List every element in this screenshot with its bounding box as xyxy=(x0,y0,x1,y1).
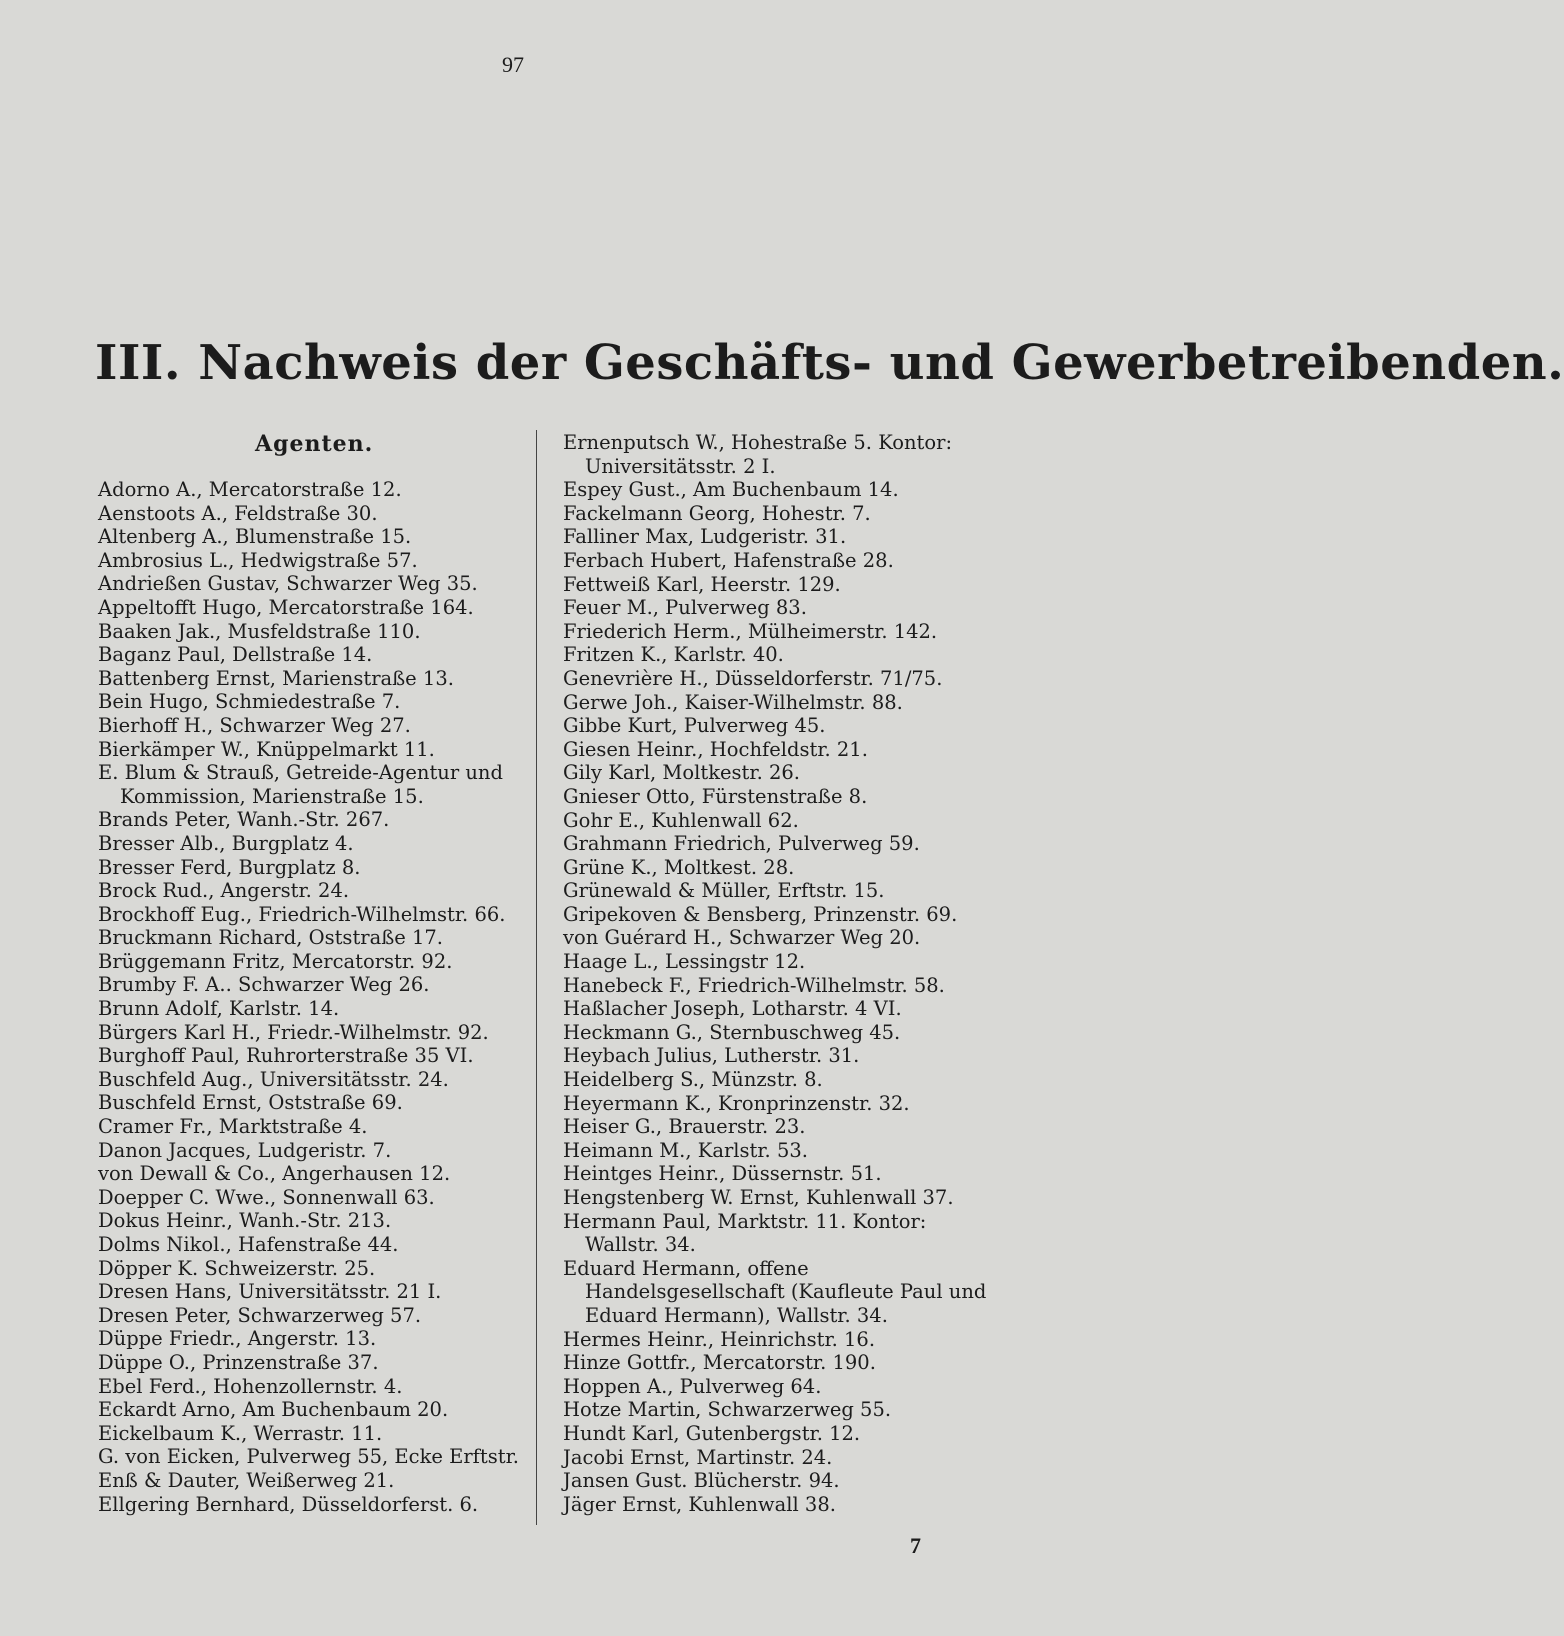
directory-entry: von Dewall & Co., Angerhausen 12. xyxy=(98,1162,451,1186)
directory-entry: Espey Gust., Am Buchenbaum 14. xyxy=(563,478,899,502)
directory-entry: Eckardt Arno, Am Buchenbaum 20. xyxy=(98,1398,449,1422)
page-number: 97 xyxy=(502,52,524,77)
directory-entry: Gnieser Otto, Fürstenstraße 8. xyxy=(563,784,868,808)
directory-entry: Heckmann G., Sternbuschweg 45. xyxy=(563,1020,901,1044)
directory-entry: Andrießen Gustav, Schwarzer Weg 35. xyxy=(98,572,478,596)
directory-entry: Burghoff Paul, Ruhrorterstraße 35 VI. xyxy=(98,1044,474,1068)
directory-entry: Dolms Nikol., Hafenstraße 44. xyxy=(98,1233,399,1256)
directory-entry: Bresser Alb., Burgplatz 4. xyxy=(98,831,354,855)
directory-entry: Bierhoff H., Schwarzer Weg 27. xyxy=(98,713,411,737)
directory-entry: von Guérard H., Schwarzer Weg 20. xyxy=(563,926,921,950)
signature-mark: 7 xyxy=(910,1533,921,1558)
directory-entry: Bürgers Karl H., Friedr.-Wilhelmstr. 92. xyxy=(98,1020,489,1044)
directory-entry: Gerwe Joh., Kaiser-Wilhelmstr. 88. xyxy=(563,690,903,714)
directory-entry: G. von Eicken, Pulverweg 55, Ecke Erftstr. xyxy=(98,1445,519,1469)
directory-entry: Appeltofft Hugo, Mercatorstraße 164. xyxy=(98,595,474,619)
section-title: III. Nachweis der Geschäfts- und Gewerbetreibenden. xyxy=(95,335,1564,391)
directory-entry: Döpper K. Schweizerstr. 25. xyxy=(98,1256,376,1280)
directory-entry: Baaken Jak., Musfeldstraße 110. xyxy=(98,619,421,643)
directory-entry: Baganz Paul, Dellstraße 14. xyxy=(98,643,373,667)
directory-entry: Bruckmann Richard, Oststraße 17. xyxy=(98,926,444,950)
directory-entry: Jansen Gust. Blücherstr. 94. xyxy=(563,1469,840,1493)
directory-entry: Enß & Dauter, Weißerweg 21. xyxy=(98,1468,395,1492)
directory-entry: Dokus Heinr., Wanh.-Str. 213. xyxy=(98,1209,392,1233)
directory-entry: Grünewald & Müller, Erftstr. 15. xyxy=(563,879,885,903)
directory-entry: Bein Hugo, Schmiedestraße 7. xyxy=(98,690,401,714)
directory-entry: Gohr E., Kuhlenwall 62. xyxy=(563,808,799,832)
directory-entry: Ambrosius L., Hedwigstraße 57. xyxy=(98,548,418,572)
directory-entry: Hanebeck F., Friedrich-Wilhelmstr. 58. xyxy=(563,973,945,997)
directory-entry: Ferbach Hubert, Hafenstraße 28. xyxy=(563,548,894,572)
directory-entry: Heyermann K., Kronprinzenstr. 32. xyxy=(563,1091,910,1115)
directory-entry: Hundt Karl, Gutenbergstr. 12. xyxy=(563,1421,861,1445)
directory-entry: Buschfeld Aug., Universitätsstr. 24. xyxy=(98,1067,449,1091)
directory-entry: Friederich Herm., Mülheimerstr. 142. xyxy=(563,619,938,643)
directory-entry: Adorno A., Mercatorstraße 12. xyxy=(98,478,402,501)
directory-entry: Altenberg A., Blumenstraße 15. xyxy=(98,525,412,549)
directory-entry: Fackelmann Georg, Hohestr. 7. xyxy=(563,501,871,525)
directory-entry: Gily Karl, Moltkestr. 26. xyxy=(563,761,800,785)
directory-entry: Danon Jacques, Ludgeristr. 7. xyxy=(98,1138,392,1162)
directory-entry: Ebel Ferd., Hohenzollernstr. 4. xyxy=(98,1374,403,1398)
directory-entry: Brüggemann Fritz, Mercatorstr. 92. xyxy=(98,949,453,973)
directory-entry: Brands Peter, Wanh.-Str. 267. xyxy=(98,808,390,832)
directory-entry: Doepper C. Wwe., Sonnenwall 63. xyxy=(98,1185,435,1209)
directory-entry: Cramer Fr., Marktstraße 4. xyxy=(98,1115,368,1139)
directory-entry: Genevrière H., Düsseldorferstr. 71/75. xyxy=(563,666,943,690)
directory-entry: Dresen Peter, Schwarzerweg 57. xyxy=(98,1303,422,1327)
directory-entry: Heidelberg S., Münzstr. 8. xyxy=(563,1068,823,1092)
left-column-list xyxy=(98,478,526,1516)
column-divider xyxy=(536,430,537,1525)
directory-entry: Gripekoven & Bensberg, Prinzenstr. 69. xyxy=(563,902,958,926)
directory-entry: Grahmann Friedrich, Pulverweg 59. xyxy=(563,832,920,856)
directory-entry: Brumby F. A.. Schwarzer Weg 26. xyxy=(98,973,430,997)
directory-entry: Ernenputsch W., Hohestraße 5. Kontor: Universitätsstr. 2 I. xyxy=(563,431,953,478)
directory-entry: Hoppen A., Pulverweg 64. xyxy=(563,1374,822,1398)
directory-entry: Hotze Martin, Schwarzerweg 55. xyxy=(563,1398,892,1422)
directory-entry: Fettweiß Karl, Heerstr. 129. xyxy=(563,572,841,596)
directory-entry: Giesen Heinr., Hochfeldstr. 21. xyxy=(563,737,868,761)
directory-entry: Fritzen K., Karlstr. 40. xyxy=(563,643,784,667)
directory-entry: Hengstenberg W. Ernst, Kuhlenwall 37. xyxy=(563,1186,954,1209)
directory-entry: Grüne K., Moltkest. 28. xyxy=(563,855,795,879)
directory-entry: Heiser G., Brauerstr. 23. xyxy=(563,1115,806,1139)
directory-entry: Hinze Gottfr., Mercatorstr. 190. xyxy=(563,1351,876,1375)
directory-entry: Haßlacher Joseph, Lotharstr. 4 VI. xyxy=(563,997,902,1021)
directory-entry: Dresen Hans, Universitätsstr. 21 I. xyxy=(98,1280,442,1304)
directory-entry: Bresser Ferd, Burgplatz 8. xyxy=(98,855,361,879)
directory-entry: Heintges Heinr., Düssernstr. 51. xyxy=(563,1162,882,1186)
right-column-list xyxy=(563,431,995,1516)
directory-entry: Hermann Paul, Marktstr. 11. Kontor: Wallstr. 34. xyxy=(563,1209,927,1257)
directory-entry: Brockhoff Eug., Friedrich-Wilhelmstr. 66. xyxy=(98,902,506,926)
directory-entry: Heybach Julius, Lutherstr. 31. xyxy=(563,1044,860,1068)
directory-entry: Bierkämper W., Knüppelmarkt 11. xyxy=(98,737,435,761)
directory-entry: Jacobi Ernst, Martinstr. 24. xyxy=(563,1445,833,1469)
directory-entry: Brunn Adolf, Karlstr. 14. xyxy=(98,997,340,1021)
directory-entry: Jäger Ernst, Kuhlenwall 38. xyxy=(563,1492,836,1516)
directory-entry: Hermes Heinr., Heinrichstr. 16. xyxy=(563,1327,876,1351)
column-heading: Agenten. xyxy=(255,431,374,457)
directory-entry: Buschfeld Ernst, Oststraße 69. xyxy=(98,1091,403,1115)
directory-entry: Gibbe Kurt, Pulverweg 45. xyxy=(563,714,826,738)
directory-entry: Eduard Hermann, offene Handelsgesellschaft (Kaufleute Paul und Eduard Hermann), Wallstr. 34. xyxy=(563,1256,987,1327)
directory-entry: Battenberg Ernst, Marienstraße 13. xyxy=(98,666,454,690)
directory-entry: Düppe Friedr., Angerstr. 13. xyxy=(98,1327,377,1351)
directory-entry: Falliner Max, Ludgeristr. 31. xyxy=(563,525,847,549)
directory-entry: Düppe O., Prinzenstraße 37. xyxy=(98,1350,379,1374)
directory-entry: Heimann M., Karlstr. 53. xyxy=(563,1138,808,1162)
directory-entry: Feuer M., Pulverweg 83. xyxy=(563,596,807,620)
directory-entry: Ellgering Bernhard, Düsseldorferst. 6. xyxy=(98,1492,479,1516)
directory-entry: Aenstoots A., Feldstraße 30. xyxy=(98,501,378,525)
directory-entry: E. Blum & Strauß, Getreide-Agentur und Kommission, Marienstraße 15. xyxy=(98,761,503,808)
directory-entry: Haage L., Lessingstr 12. xyxy=(563,950,806,974)
directory-entry: Eickelbaum K., Werrastr. 11. xyxy=(98,1421,383,1445)
directory-entry: Brock Rud., Angerstr. 24. xyxy=(98,879,350,903)
